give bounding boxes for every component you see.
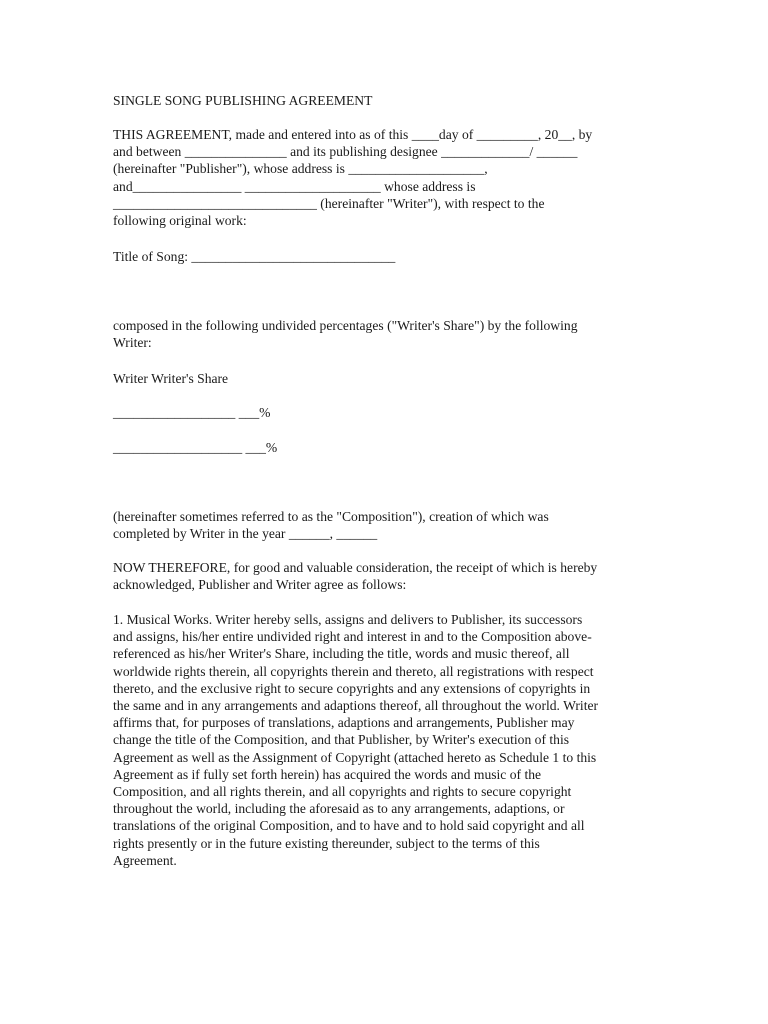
intro-line: and between _______________ and its publishing designee _____________/ ______ (113, 144, 578, 160)
section-1-line: rights presently or in the future existing thereunder, subject to the terms of this (113, 835, 540, 851)
composed-line: composed in the following undivided percentages ("Writer's Share") by the following (113, 318, 578, 333)
section-1-line: change the title of the Composition, and that Publisher, by Writer's execution of this (113, 732, 570, 748)
section-1-line: Agreement as if fully set forth herein) has acquired the words and music of the (113, 766, 542, 782)
section-1-line: referenced as his/her Writer's Share, including the title, words and music thereof, all (113, 646, 570, 662)
section-1-line: and assigns, his/her entire undivided right and interest in and to the Composition above- (113, 629, 592, 645)
composition-paragraph (113, 508, 658, 542)
writer-share-header (113, 370, 658, 387)
section-1-line: Composition, and all rights therein, and all copyrights and rights to secure copyright (113, 784, 572, 800)
share-row-text: __________________ ___% (113, 405, 271, 420)
composition-line: (hereinafter sometimes referred to as the "Composition"), creation of which was (113, 509, 549, 524)
intro-paragraph (113, 126, 658, 229)
intro-line: and________________ ____________________ whose address is (113, 178, 476, 194)
section-1-musical-works (113, 611, 658, 869)
section-1-line: worldwide rights therein, all copyrights therein and thereto, all registrations with respect (113, 663, 594, 679)
song-title-line: Title of Song: ______________________________ (113, 249, 396, 264)
song-title-field (113, 248, 658, 265)
writer-share-row (113, 404, 658, 421)
intro-line: ______________________________ (hereinafter "Writer"), with respect to the (113, 195, 545, 211)
section-1-line: 1. Musical Works. Writer hereby sells, assigns and delivers to Publisher, its successors (113, 612, 583, 627)
section-1-line: affirms that, for purposes of translations, adaptions and arrangements, Publisher may (113, 715, 575, 731)
document-title (113, 92, 658, 109)
intro-line: following original work: (113, 213, 247, 229)
section-1-line: throughout the world, including the aforesaid as to any arrangements, adaptions, or (113, 801, 565, 817)
section-1-line: Agreement as well as the Assignment of Copyright (attached hereto as Schedule 1 to this (113, 749, 597, 765)
intro-line: THIS AGREEMENT, made and entered into as of this ____day of _________, 20__, by (113, 127, 593, 142)
now-therefore-line: NOW THEREFORE, for good and valuable consideration, the receipt of which is hereby (113, 560, 598, 575)
share-header-text: Writer Writer's Share (113, 371, 229, 386)
share-row-text: ___________________ ___% (113, 440, 278, 455)
section-1-line: translations of the original Composition, and to have and to hold said copyright and all (113, 818, 585, 834)
section-1-line: Agreement. (113, 852, 177, 868)
writer-share-row (113, 439, 658, 456)
title-text: SINGLE SONG PUBLISHING AGREEMENT (113, 93, 373, 108)
now-therefore-line: acknowledged, Publisher and Writer agree as follows: (113, 577, 407, 593)
section-1-line: thereto, and the exclusive right to secure copyrights and any extensions of copyrights in (113, 680, 591, 696)
intro-line: (hereinafter "Publisher"), whose address is ____________________, (113, 161, 488, 177)
composed-line: Writer: (113, 335, 152, 351)
section-1-line: the same and in any arrangements and adaptions thereof, all throughout the world. Writer (113, 698, 599, 714)
composed-paragraph (113, 317, 658, 351)
composition-line: completed by Writer in the year ______, ______ (113, 526, 378, 542)
now-therefore-paragraph (113, 559, 658, 593)
